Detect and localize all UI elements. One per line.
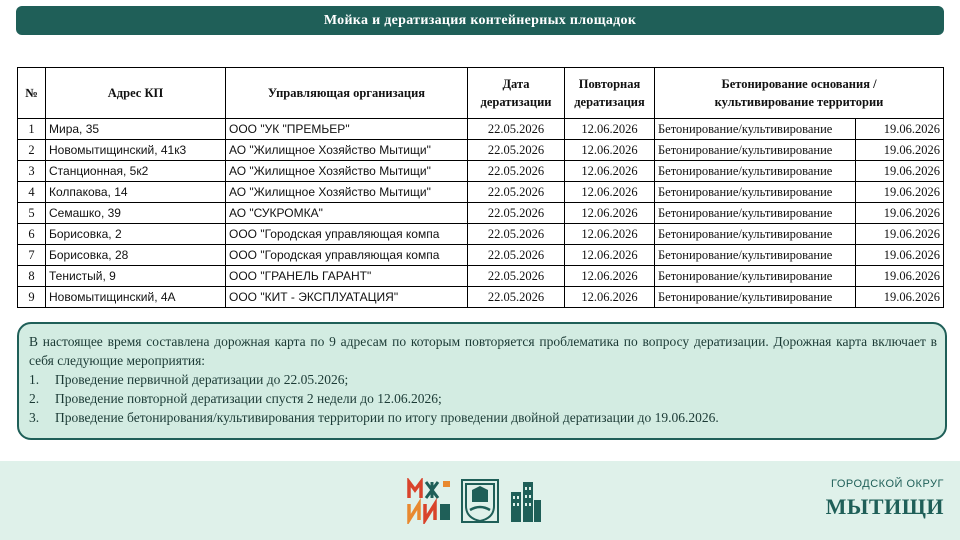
row-org: АО "СУКРОМКА" [226, 203, 468, 224]
row-date1: 22.05.2026 [468, 161, 565, 182]
row-date1: 22.05.2026 [468, 245, 565, 266]
row-work: Бетонирование/культивирование [655, 140, 856, 161]
row-date3: 19.06.2026 [856, 245, 944, 266]
row-date1: 22.05.2026 [468, 182, 565, 203]
row-address: Новомытищинский, 41к3 [46, 140, 226, 161]
roadmap-intro: В настоящее время составлена дорожная карта по 9 адресам по которым повторяется проблематика по вопросу дератизации. Дорожная карта включает в себя следующие мероприятия: [29, 334, 937, 368]
derat-table [17, 67, 944, 308]
row-address: Станционная, 5к2 [46, 161, 226, 182]
table-row [18, 182, 944, 203]
buildings-icon [507, 478, 543, 524]
row-date3: 19.06.2026 [856, 161, 944, 182]
row-work: Бетонирование/культивирование [655, 203, 856, 224]
row-work: Бетонирование/культивирование [655, 182, 856, 203]
row-num: 2 [18, 140, 46, 161]
roadmap-item [29, 408, 937, 427]
roadmap-item-text: Проведение первичной дератизации до 22.05.2026; [55, 372, 349, 387]
row-work: Бетонирование/культивирование [655, 224, 856, 245]
row-org: ООО "УК "ПРЕМЬЕР" [226, 119, 468, 140]
row-date3: 19.06.2026 [856, 182, 944, 203]
roadmap-item [29, 389, 937, 408]
table-row [18, 287, 944, 308]
page-title: Мойка и дератизация контейнерных площадок [16, 6, 944, 35]
row-date1: 22.05.2026 [468, 266, 565, 287]
row-work: Бетонирование/культивирование [655, 245, 856, 266]
table-row [18, 140, 944, 161]
row-num: 7 [18, 245, 46, 266]
row-address: Мира, 35 [46, 119, 226, 140]
row-date2: 12.06.2026 [565, 266, 655, 287]
row-num: 6 [18, 224, 46, 245]
row-org: АО "Жилищное Хозяйство Мытищи" [226, 161, 468, 182]
row-date1: 22.05.2026 [468, 224, 565, 245]
row-org: АО "Жилищное Хозяйство Мытищи" [226, 182, 468, 203]
row-date2: 12.06.2026 [565, 119, 655, 140]
row-address: Тенистый, 9 [46, 266, 226, 287]
row-date2: 12.06.2026 [565, 182, 655, 203]
row-date1: 22.05.2026 [468, 203, 565, 224]
row-num: 9 [18, 287, 46, 308]
roadmap-list [29, 370, 937, 427]
roadmap-item-text: Проведение повторной дератизации спустя 2 недели до 12.06.2026; [55, 391, 442, 406]
row-date1: 22.05.2026 [468, 140, 565, 161]
header-date2: Повторная дератизация [565, 68, 655, 119]
row-date3: 19.06.2026 [856, 266, 944, 287]
row-num: 1 [18, 119, 46, 140]
row-address: Борисовка, 2 [46, 224, 226, 245]
row-date3: 19.06.2026 [856, 287, 944, 308]
header-num: № [18, 68, 46, 119]
row-date2: 12.06.2026 [565, 203, 655, 224]
city-line1: ГОРОДСКОЙ ОКРУГ [830, 478, 944, 490]
table-row [18, 119, 944, 140]
row-date3: 19.06.2026 [856, 224, 944, 245]
row-org: ООО "Городская управляющая компа [226, 224, 468, 245]
roadmap-item-num: 1. [29, 372, 40, 387]
row-date3: 19.06.2026 [856, 203, 944, 224]
row-org: АО "Жилищное Хозяйство Мытищи" [226, 140, 468, 161]
row-work: Бетонирование/культивирование [655, 161, 856, 182]
roadmap-item [29, 370, 937, 389]
row-date2: 12.06.2026 [565, 287, 655, 308]
roadmap-item-num: 3. [29, 410, 40, 425]
row-date2: 12.06.2026 [565, 140, 655, 161]
row-date1: 22.05.2026 [468, 287, 565, 308]
coat-of-arms-icon [460, 478, 500, 524]
row-work: Бетонирование/культивирование [655, 287, 856, 308]
header-address: Адрес КП [46, 68, 226, 119]
header-concrete: Бетонирование основания / культивирование территории [655, 68, 944, 119]
row-work: Бетонирование/культивирование [655, 119, 856, 140]
roadmap-note [17, 322, 947, 440]
row-address: Семашко, 39 [46, 203, 226, 224]
row-date2: 12.06.2026 [565, 224, 655, 245]
row-num: 3 [18, 161, 46, 182]
roadmap-item-text: Проведение бетонирования/культивирования территории по итогу проведении двойной дератизации до 19.06.2026. [55, 410, 719, 425]
mzhi-logo-icon [407, 478, 453, 524]
table-row [18, 203, 944, 224]
row-work: Бетонирование/культивирование [655, 266, 856, 287]
roadmap-item-num: 2. [29, 391, 40, 406]
header-date1: Дата дератизации [468, 68, 565, 119]
row-org: ООО "Городская управляющая компа [226, 245, 468, 266]
row-num: 4 [18, 182, 46, 203]
row-org: ООО "КИТ - ЭКСПЛУАТАЦИЯ" [226, 287, 468, 308]
row-date2: 12.06.2026 [565, 245, 655, 266]
table-row [18, 224, 944, 245]
row-date3: 19.06.2026 [856, 119, 944, 140]
row-address: Колпакова, 14 [46, 182, 226, 203]
table-row [18, 266, 944, 287]
row-date3: 19.06.2026 [856, 140, 944, 161]
row-num: 8 [18, 266, 46, 287]
header-org: Управляющая организация [226, 68, 468, 119]
row-date1: 22.05.2026 [468, 119, 565, 140]
table-row [18, 245, 944, 266]
row-address: Борисовка, 28 [46, 245, 226, 266]
row-date2: 12.06.2026 [565, 161, 655, 182]
city-brand [826, 478, 944, 520]
table-header-row [18, 68, 944, 119]
row-org: ООО "ГРАНЕЛЬ ГАРАНТ" [226, 266, 468, 287]
row-num: 5 [18, 203, 46, 224]
table-row [18, 161, 944, 182]
city-line2: МЫТИЩИ [825, 494, 944, 519]
row-address: Новомытищинский, 4А [46, 287, 226, 308]
